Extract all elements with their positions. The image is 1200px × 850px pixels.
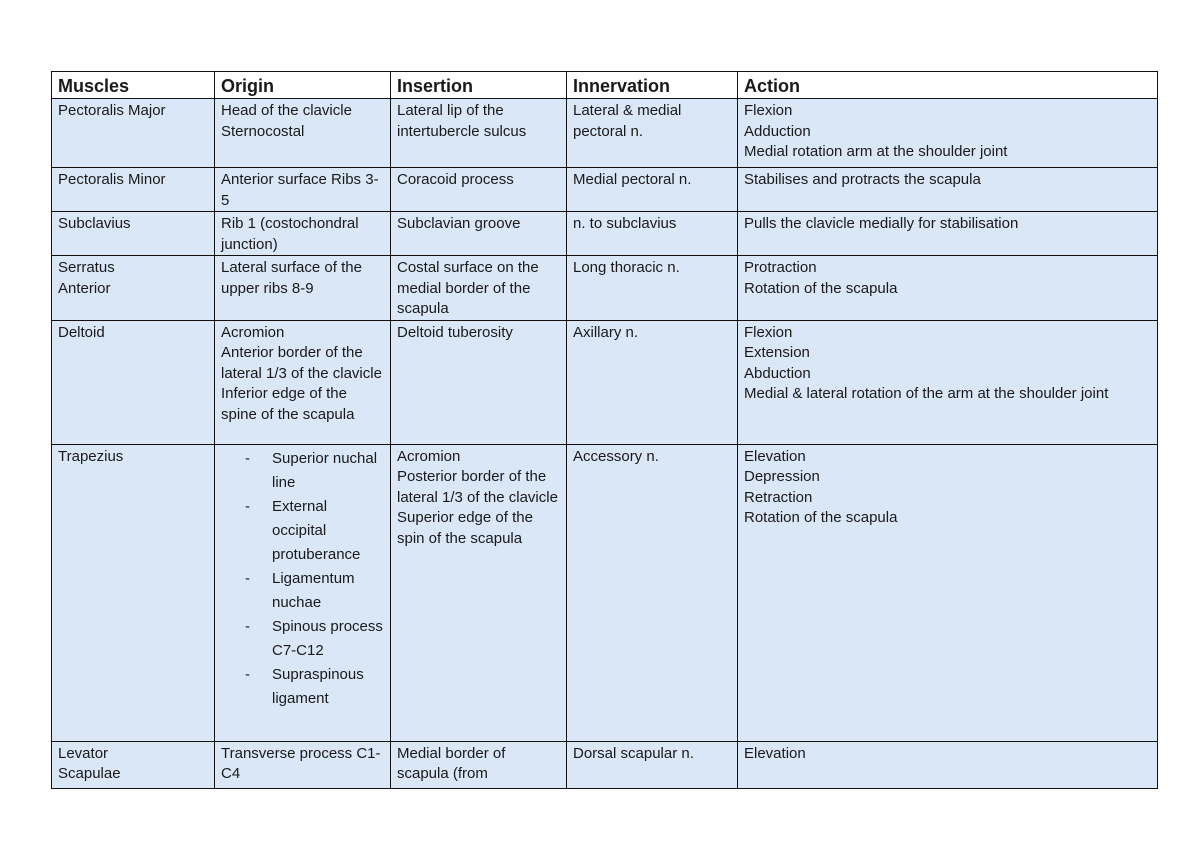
origin-dash-list — [221, 447, 384, 711]
cell-action — [738, 99, 1158, 168]
cell-insertion — [391, 256, 567, 321]
list-item: - External occipital protuberance — [245, 495, 384, 567]
cell-text: Adduction — [744, 122, 811, 140]
header-muscles: Muscles — [52, 72, 215, 99]
cell-insertion — [391, 320, 567, 444]
cell-text: Trapezius — [58, 447, 124, 465]
cell-text: Rotation of the scapula — [744, 279, 898, 297]
cell-action — [738, 741, 1158, 788]
list-item: - Spinous process C7-C12 — [245, 615, 384, 663]
cell-text: Anterior border of the lateral 1/3 of the clavicle — [221, 344, 382, 382]
cell-text: Pectoralis Major — [58, 102, 166, 119]
cell-insertion — [391, 741, 567, 788]
cell-innervation — [567, 444, 738, 741]
cell-innervation — [567, 168, 738, 212]
document-page — [51, 71, 1157, 789]
cell-innervation — [567, 212, 738, 256]
cell-text: Deltoid tuberosity — [397, 323, 513, 341]
cell-innervation — [567, 741, 738, 788]
cell-text: Axillary n. — [573, 323, 639, 341]
cell-muscle — [52, 99, 215, 168]
cell-insertion — [391, 168, 567, 212]
cell-text: Subclavius — [58, 215, 131, 232]
cell-text: Pulls the clavicle medially for stabilisation — [744, 215, 1019, 232]
cell-muscle — [52, 256, 215, 321]
list-item: - Supraspinous ligament — [245, 663, 384, 711]
cell-text: Costal surface on the medial border of the scapula — [397, 259, 539, 317]
cell-text: Anterior — [58, 279, 111, 297]
cell-text: Dorsal scapular n. — [573, 744, 694, 762]
table-row — [52, 320, 1158, 444]
cell-action — [738, 212, 1158, 256]
list-item: - Superior nuchal line — [245, 447, 384, 495]
header-innervation: Innervation — [567, 72, 738, 99]
header-insertion: Insertion — [391, 72, 567, 99]
muscles-table — [51, 71, 1158, 789]
cell-text: Anterior surface Ribs 3-5 — [221, 171, 379, 209]
cell-muscle — [52, 168, 215, 212]
cell-origin — [215, 212, 391, 256]
cell-muscle — [52, 212, 215, 256]
cell-text: Accessory n. — [573, 447, 659, 465]
cell-action — [738, 168, 1158, 212]
cell-text: Long thoracic n. — [573, 259, 680, 276]
cell-action — [738, 444, 1158, 741]
cell-text: Subclavian groove — [397, 215, 521, 232]
cell-text: Flexion — [744, 323, 793, 341]
cell-muscle — [52, 444, 215, 741]
cell-text: Extension — [744, 344, 810, 361]
cell-text: Transverse process C1-C4 — [221, 744, 381, 782]
cell-action — [738, 320, 1158, 444]
cell-origin — [215, 168, 391, 212]
table-row — [52, 741, 1158, 788]
cell-innervation — [567, 320, 738, 444]
cell-text: Medial rotation arm at the shoulder joint — [744, 143, 1008, 160]
cell-text: Acromion — [397, 447, 461, 465]
cell-innervation — [567, 256, 738, 321]
cell-origin — [215, 444, 391, 741]
cell-text: Lateral & medial pectoral n. — [573, 102, 682, 140]
cell-origin — [215, 256, 391, 321]
cell-text: Depression — [744, 468, 820, 485]
cell-text: Scapulae — [58, 765, 121, 782]
cell-text: n. to subclavius — [573, 215, 677, 232]
header-action: Action — [738, 72, 1158, 99]
cell-text: Stabilises and protracts the scapula — [744, 171, 981, 188]
table-row — [52, 212, 1158, 256]
cell-text: Medial pectoral n. — [573, 171, 692, 188]
cell-text: Serratus — [58, 259, 115, 276]
table-row — [52, 444, 1158, 741]
cell-action — [738, 256, 1158, 321]
cell-muscle — [52, 320, 215, 444]
cell-text: Protraction — [744, 259, 817, 276]
cell-text: Inferior edge of the spine of the scapula — [221, 385, 355, 423]
cell-text: Rotation of the scapula — [744, 509, 898, 526]
cell-origin — [215, 741, 391, 788]
cell-text: Lateral surface of the upper ribs 8-9 — [221, 259, 362, 297]
cell-text: Sternocostal — [221, 122, 305, 140]
cell-text: Superior edge of the spin of the scapula — [397, 509, 533, 547]
cell-text: Levator — [58, 744, 109, 762]
cell-text: Elevation — [744, 744, 806, 762]
cell-insertion — [391, 212, 567, 256]
cell-text: Lateral lip of the intertubercle sulcus — [397, 102, 527, 140]
table-header-row — [52, 72, 1158, 99]
cell-insertion — [391, 99, 567, 168]
cell-innervation — [567, 99, 738, 168]
cell-text: Elevation — [744, 447, 806, 465]
cell-text: Coracoid process — [397, 171, 514, 188]
table-row — [52, 256, 1158, 321]
table-row — [52, 99, 1158, 168]
cell-origin — [215, 320, 391, 444]
cell-muscle — [52, 741, 215, 788]
table-row — [52, 168, 1158, 212]
cell-text: Posterior border of the lateral 1/3 of the clavicle — [397, 468, 558, 506]
cell-text: Medial border of scapula (from — [397, 744, 506, 782]
cell-text: Rib 1 (costochondral junction) — [221, 215, 359, 253]
cell-text: Retraction — [744, 488, 813, 506]
cell-insertion — [391, 444, 567, 741]
cell-text: Head of the clavicle — [221, 102, 352, 119]
header-origin: Origin — [215, 72, 391, 99]
cell-text: Deltoid — [58, 323, 105, 341]
cell-text: Flexion — [744, 102, 793, 119]
cell-text: Medial & lateral rotation of the arm at the shoulder joint — [744, 385, 1109, 402]
cell-text: Abduction — [744, 364, 811, 382]
cell-text: Acromion — [221, 323, 285, 341]
cell-text: Pectoralis Minor — [58, 171, 166, 188]
list-item: - Ligamentum nuchae — [245, 567, 384, 615]
cell-origin — [215, 99, 391, 168]
